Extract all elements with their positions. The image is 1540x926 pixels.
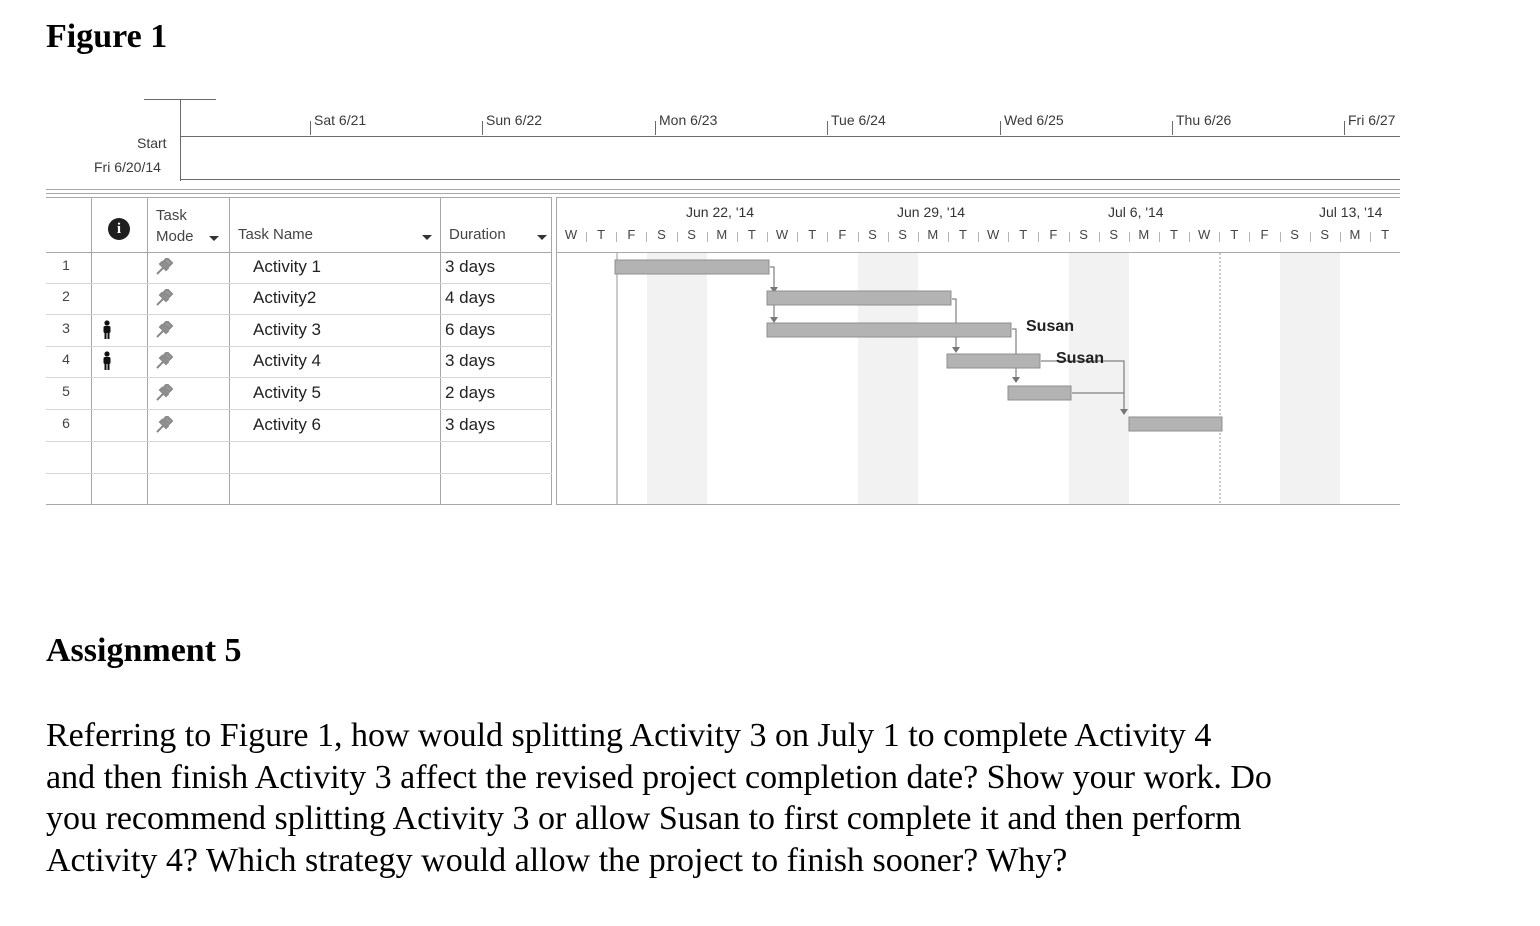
gantt-day-letter: W bbox=[775, 227, 789, 242]
gantt-day-separator bbox=[677, 232, 678, 242]
person-icon bbox=[101, 351, 113, 371]
gantt-day-letter: W bbox=[564, 227, 578, 242]
gantt-day-letter: T bbox=[808, 227, 817, 242]
gantt-day-separator bbox=[888, 232, 889, 242]
gantt-bar-activity-3[interactable] bbox=[767, 323, 1011, 337]
manual-pin-icon bbox=[154, 258, 176, 276]
person-icon bbox=[101, 320, 113, 340]
timeline-day: Sat 6/21 bbox=[314, 112, 367, 128]
gantt-day-letter: S bbox=[1079, 227, 1088, 242]
gantt-day-separator bbox=[858, 232, 859, 242]
gantt-day-letter: T bbox=[1170, 227, 1178, 242]
duration-header[interactable]: Duration bbox=[449, 226, 506, 243]
timeline-day: Fri 6/27 bbox=[1348, 112, 1396, 128]
gantt-day-separator bbox=[1280, 232, 1281, 242]
gantt-day-separator bbox=[1069, 232, 1070, 242]
gantt-week-label: Jun 22, '14 bbox=[686, 204, 755, 220]
gantt-day-letter: W bbox=[986, 227, 1000, 242]
gantt-day-letter: S bbox=[898, 227, 907, 242]
timeline-day: Sun 6/22 bbox=[486, 112, 543, 128]
figure-title: Figure 1 bbox=[46, 18, 168, 55]
task-name-cell[interactable]: Activity 3 bbox=[253, 320, 322, 339]
manual-pin-icon bbox=[154, 321, 176, 339]
assignment-title: Assignment 5 bbox=[46, 632, 242, 669]
duration-cell[interactable]: 3 days bbox=[445, 351, 496, 370]
timeline-day: Wed 6/25 bbox=[1004, 112, 1064, 128]
gantt-week-label: Jun 29, '14 bbox=[897, 204, 966, 220]
gantt-day-separator bbox=[797, 232, 798, 242]
timeline-day: Tue 6/24 bbox=[831, 112, 886, 128]
gantt-bars-area bbox=[556, 253, 1400, 504]
task-name-cell[interactable]: Activity 5 bbox=[253, 383, 322, 402]
task-name-dropdown-icon[interactable] bbox=[422, 235, 432, 240]
gantt-day-letter: T bbox=[1019, 227, 1028, 242]
gantt-day-separator bbox=[616, 232, 617, 242]
duration-dropdown-icon[interactable] bbox=[537, 235, 547, 240]
gantt-day-separator bbox=[646, 232, 647, 242]
task-name-header[interactable]: Task Name bbox=[238, 226, 314, 243]
gantt-day-letter: F bbox=[1049, 227, 1058, 242]
gantt-day-separator bbox=[1008, 232, 1009, 242]
manual-pin-icon bbox=[154, 352, 176, 370]
gantt-bar-activity-1[interactable] bbox=[615, 260, 769, 274]
row-number[interactable]: 2 bbox=[62, 288, 70, 304]
duration-cell[interactable]: 2 days bbox=[445, 383, 496, 402]
gantt-day-letter: F bbox=[1260, 227, 1269, 242]
gantt-day-letter: F bbox=[627, 227, 636, 242]
gantt-week-label: Jul 6, '14 bbox=[1108, 204, 1164, 220]
assignment-question bbox=[46, 715, 1466, 881]
gantt-bar-activity-6[interactable] bbox=[1129, 417, 1222, 431]
row-number[interactable]: 6 bbox=[62, 415, 70, 431]
gantt-day-separator bbox=[737, 232, 738, 242]
gantt-day-letter: M bbox=[927, 227, 939, 242]
gantt-day-letter: T bbox=[597, 227, 606, 242]
duration-cell[interactable]: 3 days bbox=[445, 415, 496, 434]
task-name-cell[interactable]: Activity 1 bbox=[253, 257, 322, 276]
timeline-day: Mon 6/23 bbox=[659, 112, 718, 128]
gantt-day-separator bbox=[978, 232, 979, 242]
manual-pin-icon bbox=[154, 384, 176, 402]
gantt-bar-activity-5[interactable] bbox=[1008, 386, 1071, 400]
manual-pin-icon bbox=[154, 416, 176, 434]
gantt-day-letter: S bbox=[1320, 227, 1330, 242]
gantt-day-letter: S bbox=[687, 227, 696, 242]
manual-pin-icon bbox=[154, 289, 176, 307]
gantt-day-letter: T bbox=[958, 227, 967, 242]
duration-cell[interactable]: 3 days bbox=[445, 257, 496, 276]
gantt-day-letter: S bbox=[868, 227, 877, 242]
gantt-bar-activity-2[interactable] bbox=[767, 291, 951, 305]
gantt-day-letter: W bbox=[1198, 227, 1211, 242]
row-number[interactable]: 4 bbox=[62, 351, 70, 367]
task-mode-header-line1[interactable]: Task bbox=[156, 207, 187, 224]
gantt-day-separator bbox=[707, 232, 708, 242]
task-mode-dropdown-icon[interactable] bbox=[209, 236, 219, 241]
gantt-day-separator bbox=[1099, 232, 1100, 242]
gantt-bar-activity-4[interactable] bbox=[947, 354, 1040, 368]
gantt-day-separator bbox=[948, 232, 949, 242]
gantt-day-separator bbox=[1159, 232, 1160, 242]
row-number[interactable]: 1 bbox=[62, 257, 70, 273]
question-line: Activity 4? Which strategy would allow the project to finish sooner? Why? bbox=[46, 841, 1068, 879]
gantt-day-separator bbox=[1189, 232, 1190, 242]
info-column-icon[interactable]: i bbox=[108, 218, 130, 240]
task-name-cell[interactable]: Activity 4 bbox=[253, 351, 322, 370]
task-mode-header-line2[interactable]: Mode bbox=[156, 228, 194, 245]
gantt-day-separator bbox=[767, 232, 768, 242]
gantt-day-separator bbox=[1310, 232, 1311, 242]
timeline-day: Thu 6/26 bbox=[1176, 112, 1232, 128]
row-number[interactable]: 3 bbox=[62, 320, 70, 336]
gantt-day-separator bbox=[827, 232, 828, 242]
gantt-day-letter: T bbox=[1381, 227, 1390, 242]
gantt-day-separator bbox=[1219, 232, 1220, 242]
gantt-day-separator bbox=[1340, 232, 1341, 242]
question-line: Referring to Figure 1, how would splitting Activity 3 on July 1 to complete Activity 4 bbox=[46, 717, 1212, 754]
gantt-day-letter: T bbox=[747, 227, 756, 242]
gantt-day-letter: S bbox=[1109, 227, 1119, 242]
gantt-day-separator bbox=[1038, 232, 1039, 242]
duration-cell[interactable]: 6 days bbox=[445, 320, 496, 339]
gantt-day-separator bbox=[1129, 232, 1130, 242]
timeline-start-label: Start bbox=[137, 135, 167, 151]
gantt-day-letter: S bbox=[657, 227, 666, 242]
gantt-day-separator bbox=[918, 232, 919, 242]
task-name-cell[interactable]: Activity2 bbox=[253, 288, 317, 307]
question-line: and then finish Activity 3 affect the revised project completion date? Show your work. Do bbox=[46, 758, 1272, 796]
gantt-day-letter: M bbox=[1349, 227, 1361, 242]
gantt-day-separator bbox=[1370, 232, 1371, 242]
gantt-day-letter: T bbox=[1230, 227, 1239, 242]
gantt-day-letter: M bbox=[716, 227, 728, 242]
row-number[interactable]: 5 bbox=[62, 383, 70, 399]
resource-label-activity-4: Susan bbox=[1056, 350, 1105, 367]
gantt-day-separator bbox=[1249, 232, 1250, 242]
duration-cell[interactable]: 4 days bbox=[445, 288, 496, 307]
gantt-week-label: Jul 13, '14 bbox=[1319, 204, 1383, 220]
question-line: you recommend splitting Activity 3 or allow Susan to first complete it and then perform bbox=[46, 800, 1242, 837]
task-name-cell[interactable]: Activity 6 bbox=[253, 415, 322, 434]
timeline-start-date: Fri 6/20/14 bbox=[94, 159, 161, 175]
gantt-day-separator bbox=[586, 232, 587, 242]
gantt-day-letter: F bbox=[838, 227, 847, 242]
gantt-day-letter: M bbox=[1138, 227, 1150, 242]
gantt-day-letter: S bbox=[1290, 227, 1299, 242]
resource-label-activity-3: Susan bbox=[1026, 318, 1075, 335]
